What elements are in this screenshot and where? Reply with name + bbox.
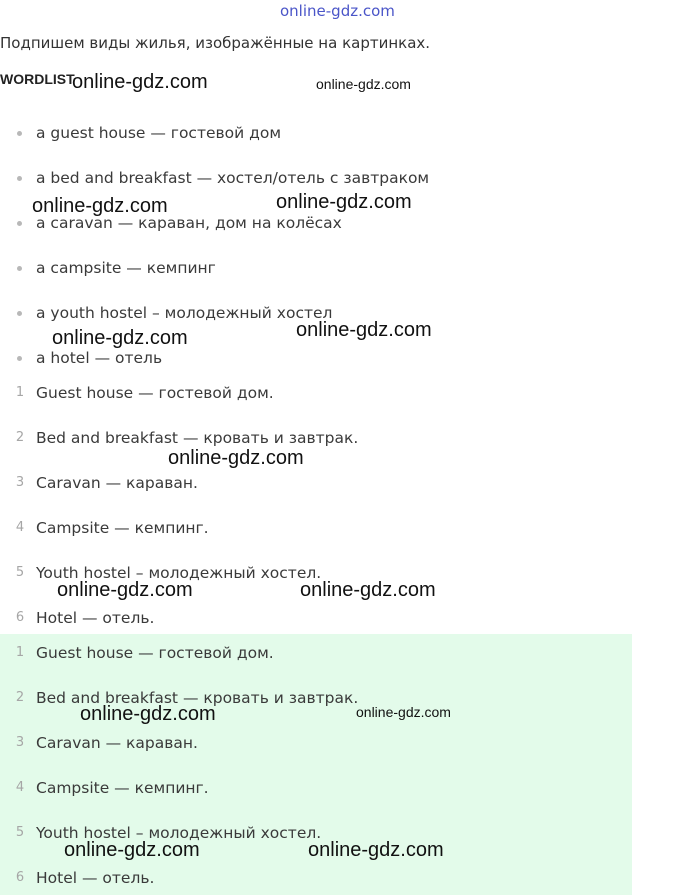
item-number: 4 bbox=[15, 780, 25, 795]
bullet-icon bbox=[17, 221, 22, 226]
item-number: 4 bbox=[15, 520, 25, 535]
bullet-icon bbox=[17, 176, 22, 181]
item-number: 3 bbox=[15, 735, 25, 750]
watermark: online-gdz.com bbox=[316, 76, 411, 92]
item-number: 5 bbox=[15, 825, 25, 840]
item-number: 3 bbox=[15, 475, 25, 490]
watermark: online-gdz.com bbox=[52, 327, 188, 349]
watermark: online-gdz.com bbox=[276, 191, 412, 213]
watermark: online-gdz.com bbox=[64, 839, 200, 861]
bullet-icon bbox=[17, 311, 22, 316]
item-number: 1 bbox=[15, 645, 25, 660]
item-number: 5 bbox=[15, 565, 25, 580]
watermark: online-gdz.com bbox=[80, 703, 216, 725]
item-number: 6 bbox=[15, 610, 25, 625]
top-watermark: online-gdz.com bbox=[280, 2, 395, 20]
bullet-icon bbox=[17, 356, 22, 361]
watermark: online-gdz.com bbox=[356, 704, 451, 720]
watermark: online-gdz.com bbox=[308, 839, 444, 861]
item-number: 6 bbox=[15, 870, 25, 885]
watermark: online-gdz.com bbox=[57, 579, 193, 601]
item-number: 1 bbox=[15, 385, 25, 400]
item-number: 2 bbox=[15, 690, 25, 705]
watermark: online-gdz.com bbox=[296, 319, 432, 341]
bullet-icon bbox=[17, 131, 22, 136]
intro-text: Подпишем виды жилья, изображённые на картинках. bbox=[0, 34, 431, 52]
watermark: online-gdz.com bbox=[168, 447, 304, 469]
watermark: online-gdz.com bbox=[72, 71, 208, 93]
watermark: online-gdz.com bbox=[300, 579, 436, 601]
watermark: online-gdz.com bbox=[32, 195, 168, 217]
item-number: 2 bbox=[15, 430, 25, 445]
wordlist-title: WORDLIST bbox=[0, 71, 75, 87]
bullet-icon bbox=[17, 266, 22, 271]
